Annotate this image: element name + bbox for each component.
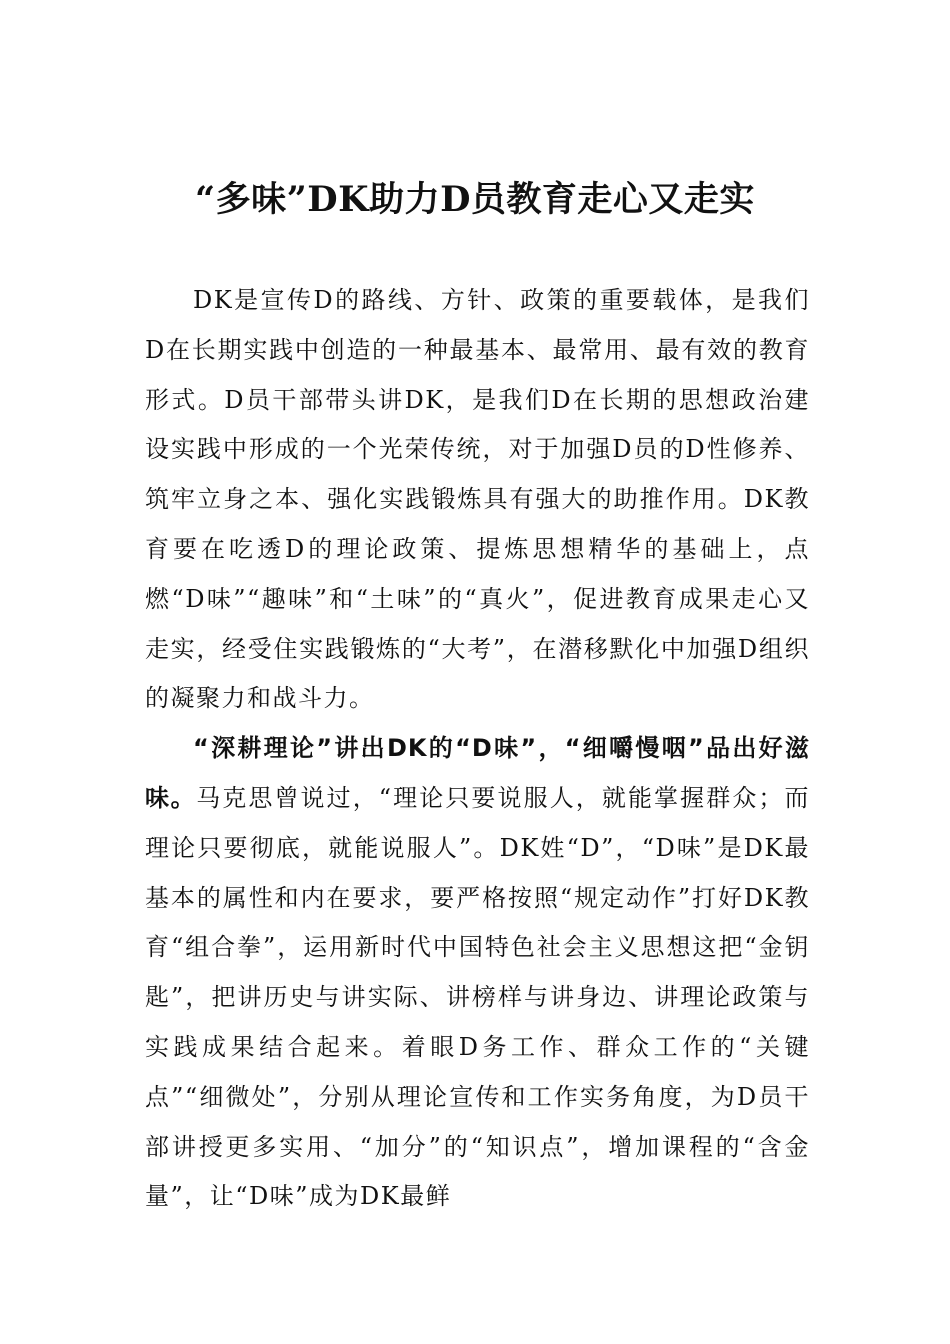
paragraph-text: 马克思曾说过，“理论只要说服人，就能掌握群众；而理论只要彻底，就能说服人”。DK姓“D”，“D味”是DK最基本的属性和内在要求，要严格按照“规定动作”打好DK教育“组合拳”，运用新时代中国特色社会主义思想这把“金钥匙”，把讲历史与讲实际、讲榜样与讲身边、讲理论政策与实践成果结合起来。着眼D务工作、群众工作的“关键点”“细微处”，分别从理论宣传和工作实务角度，为D员干部讲授更多实用、“加分”的“知识点”，增加课程的“含金量”，让“D味”成为DK最鲜 <box>145 783 810 1211</box>
paragraph-text: DK是宣传D的路线、方针、政策的重要载体，是我们D在长期实践中创造的一种最基本、最常用、最有效的教育形式。D员干部带头讲DK，是我们D在长期的思想政治建设实践中形成的一个光荣传统，对于加强D员的D性修养、筑牢立身之本、强化实践锻炼具有强大的助推作用。DK教育要在吃透D的理论政策、提炼思想精华的基础上，点燃“D味”“趣味”和“土味”的“真火”，促进教育成果走心又走实，经受住实践锻炼的“大考”，在潜移默化中加强D组织的凝聚力和战斗力。 <box>145 286 810 713</box>
document-body <box>145 276 810 1222</box>
paragraph-theory <box>145 724 810 1222</box>
document-title: “多味”DK助力D员教育走心又走实 <box>195 179 755 220</box>
paragraph-lead-heading: “深耕理论”讲出DK的“D味”，“细嚼慢咽”品出好滋味。 <box>145 734 810 812</box>
paragraph-intro <box>145 276 810 724</box>
